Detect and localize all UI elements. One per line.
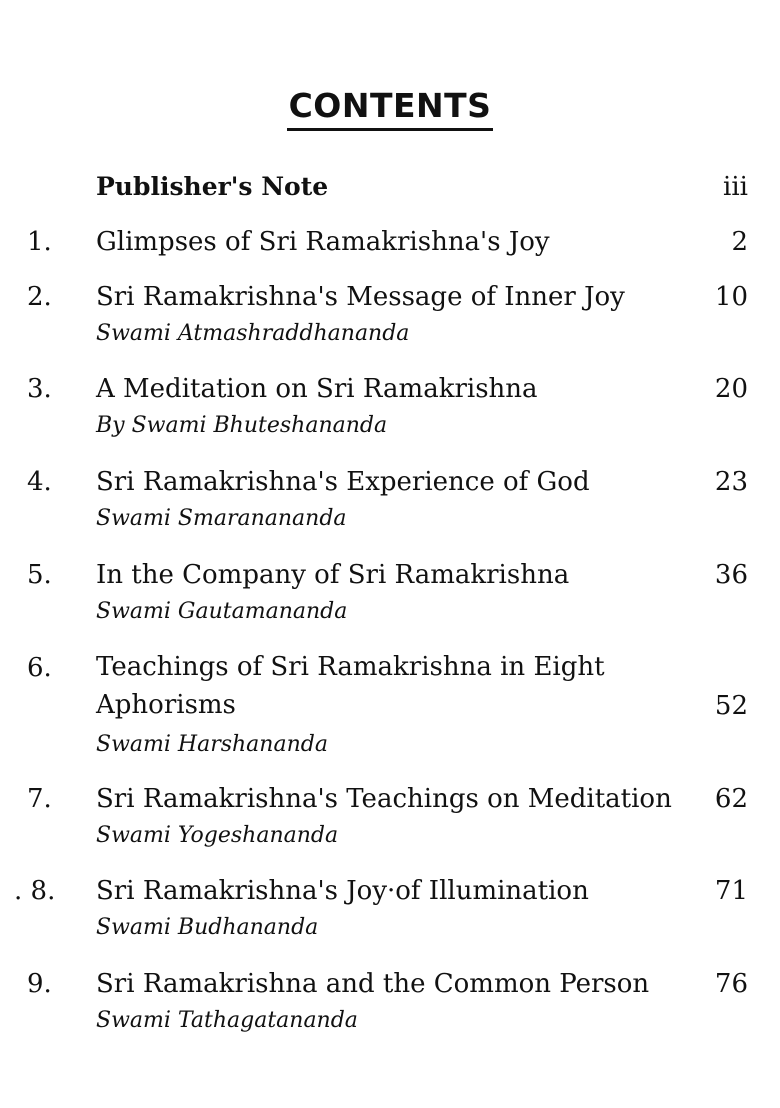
toc-entry-page: 10 bbox=[714, 282, 748, 312]
toc-entry-title: Glimpses of Sri Ramakrishna's Joy bbox=[96, 227, 550, 257]
toc-entry-author: Swami Atmashraddhananda bbox=[96, 321, 410, 346]
toc-entry-author: Swami Yogeshananda bbox=[96, 823, 339, 848]
toc-entry-author: Swami Budhananda bbox=[96, 915, 319, 940]
toc-entry-page: 36 bbox=[714, 560, 748, 590]
toc-entry-number: 6. bbox=[27, 653, 52, 683]
page-title bbox=[0, 86, 780, 125]
toc-entry-number: 2. bbox=[27, 282, 52, 312]
toc-entry-number: 1. bbox=[27, 227, 52, 257]
toc-entry-author: Swami Smaranananda bbox=[96, 506, 347, 531]
toc-entry-page: iii bbox=[723, 172, 748, 202]
toc-entry-author: Swami Harshananda bbox=[96, 732, 328, 757]
toc-entry-title: Sri Ramakrishna's Experience of God bbox=[96, 467, 590, 497]
toc-entry-title: Sri Ramakrishna's Message of Inner Joy bbox=[96, 282, 625, 312]
contents-heading: CONTENTS bbox=[287, 86, 494, 131]
toc-entry-title: A Meditation on Sri Ramakrishna bbox=[96, 374, 538, 404]
toc-entry-author: Swami Gautamananda bbox=[96, 599, 348, 624]
toc-entry-page: 23 bbox=[714, 467, 748, 497]
toc-entry-number: 4. bbox=[27, 467, 52, 497]
toc-entry-author: By Swami Bhuteshananda bbox=[96, 413, 388, 438]
toc-entry-number: 9. bbox=[27, 969, 52, 999]
toc-entry-page: 62 bbox=[714, 784, 748, 814]
toc-entry-page: 20 bbox=[714, 374, 748, 404]
toc-entry-page: 2 bbox=[731, 227, 748, 257]
toc-entry-page: 71 bbox=[714, 876, 748, 906]
toc-entry-number: . 8. bbox=[14, 876, 56, 906]
toc-entry-title: Teachings of Sri Ramakrishna in Eight Aphorisms bbox=[96, 652, 605, 720]
toc-entry-title: Sri Ramakrishna and the Common Person bbox=[96, 969, 650, 999]
toc-entry-page: 52 bbox=[714, 691, 748, 721]
toc-entry-title: Publisher's Note bbox=[96, 172, 329, 201]
toc-entry-number: 7. bbox=[27, 784, 52, 814]
toc-entry-page: 76 bbox=[714, 969, 748, 999]
toc-entry-title: Sri Ramakrishna's Teachings on Meditation bbox=[96, 784, 672, 814]
toc-entry-title: Sri Ramakrishna's Joy·of Illumination bbox=[96, 876, 589, 906]
toc-entry-number: 5. bbox=[27, 560, 52, 590]
toc-entry-author: Swami Tathagatananda bbox=[96, 1008, 358, 1033]
toc-entry-title: In the Company of Sri Ramakrishna bbox=[96, 560, 570, 590]
toc-entry-number: 3. bbox=[27, 374, 52, 404]
